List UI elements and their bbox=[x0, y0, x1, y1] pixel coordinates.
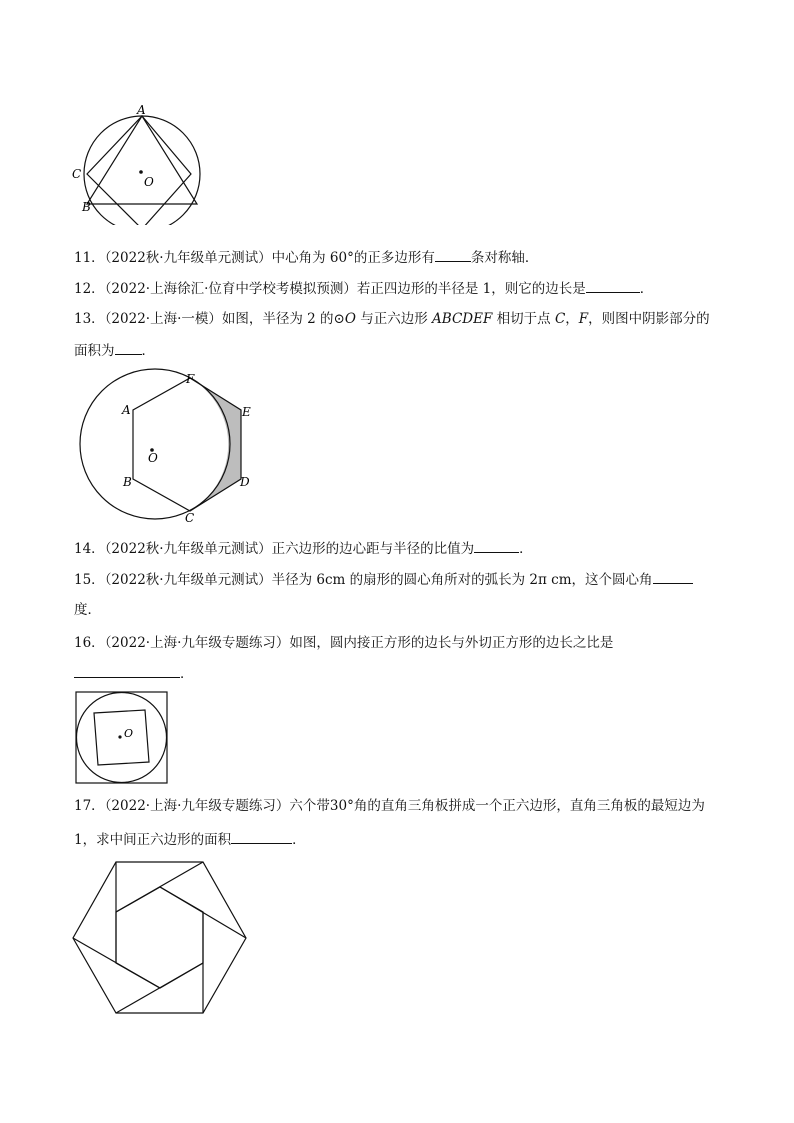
question-text: 1，求中间正六边形的面积 bbox=[74, 832, 232, 848]
figure-inscribed-square-triangle bbox=[60, 100, 240, 225]
shaded-region bbox=[190, 378, 241, 511]
question-13 bbox=[74, 310, 710, 328]
answer-blank[interactable] bbox=[653, 570, 693, 584]
question-15 bbox=[74, 570, 693, 589]
question-text-b: 与正六边形 bbox=[355, 311, 433, 327]
italic-F: F bbox=[578, 311, 589, 327]
hexagon-outline bbox=[133, 378, 241, 511]
question-text-end: ． bbox=[639, 281, 654, 297]
question-text-c: 相切于点 bbox=[492, 311, 555, 327]
figure-circle-hexagon bbox=[70, 368, 270, 528]
question-13-line2 bbox=[74, 341, 155, 360]
question-14 bbox=[74, 539, 533, 558]
question-number: 11． bbox=[74, 250, 105, 266]
label-B: B bbox=[123, 475, 132, 489]
center-point bbox=[139, 170, 143, 174]
outer-hexagon bbox=[73, 862, 246, 1013]
question-text: 六个带30°角的直角三角板拼成一个正六边形，直角三角板的最短边为 bbox=[289, 798, 705, 814]
answer-blank[interactable] bbox=[115, 341, 142, 355]
answer-blank[interactable] bbox=[474, 539, 519, 553]
question-text: 中心角为 60°的正多边形有 bbox=[271, 250, 435, 266]
question-text: 正六边形的边心距与半径的比值为 bbox=[271, 541, 475, 557]
label-F: F bbox=[186, 372, 195, 386]
question-text-e: ，则图中阴影部分的 bbox=[588, 311, 710, 327]
figure-hexagon-triangles bbox=[68, 858, 252, 1018]
question-text: 半径为 6cm 的扇形的圆心角所对的弧长为 2π cm，这个圆心角 bbox=[271, 572, 653, 588]
question-text-d: ， bbox=[565, 311, 579, 327]
italic-O: O bbox=[344, 311, 356, 327]
question-17-line2 bbox=[74, 830, 306, 849]
label-O: O bbox=[124, 727, 134, 740]
question-number: 15． bbox=[74, 572, 105, 588]
circle-outline bbox=[84, 116, 200, 225]
figure-squares-circle bbox=[72, 690, 172, 788]
question-source: （2022秋·九年级单元测试） bbox=[104, 250, 272, 266]
question-source: （2022·上海徐汇·位育中学校考模拟预测） bbox=[104, 281, 357, 297]
question-text-end: ． bbox=[180, 666, 194, 682]
question-text: 如图，半径为 2 的⊙ bbox=[221, 311, 345, 327]
label-C: C bbox=[72, 167, 82, 181]
answer-blank[interactable] bbox=[231, 830, 292, 844]
inner-hexagon bbox=[116, 887, 203, 988]
question-number: 12． bbox=[74, 281, 105, 297]
question-12 bbox=[74, 279, 653, 298]
question-text-end: ． bbox=[519, 541, 533, 557]
question-source: （2022秋·九年级单元测试） bbox=[104, 572, 272, 588]
question-text-end: ． bbox=[292, 832, 306, 848]
question-text-end: ． bbox=[141, 343, 155, 359]
question-16 bbox=[74, 634, 613, 652]
question-11 bbox=[74, 248, 538, 267]
question-text: 度． bbox=[74, 602, 101, 618]
label-D: D bbox=[240, 475, 250, 489]
label-A: A bbox=[122, 403, 131, 417]
question-number: 13． bbox=[74, 311, 105, 327]
question-15-line2 bbox=[74, 601, 101, 619]
italic-C: C bbox=[554, 311, 566, 327]
triangle-dividers bbox=[73, 862, 246, 1013]
question-text-end: 条对称轴． bbox=[470, 250, 539, 266]
label-O: O bbox=[148, 451, 158, 465]
question-text: 若正四边形的半径是 1，则它的边长是 bbox=[356, 281, 586, 297]
label-C: C bbox=[185, 511, 195, 525]
question-source: （2022·上海·一模） bbox=[104, 311, 222, 327]
question-source: （2022·上海·九年级专题练习） bbox=[104, 635, 290, 651]
question-number: 16． bbox=[74, 635, 105, 651]
label-A: A bbox=[137, 103, 146, 117]
question-number: 17． bbox=[74, 798, 105, 814]
question-number: 14． bbox=[74, 541, 105, 557]
center-point bbox=[118, 735, 121, 738]
question-source: （2022秋·九年级单元测试） bbox=[104, 541, 272, 557]
label-B: B bbox=[82, 200, 91, 214]
italic-hexagon-name: ABCDEF bbox=[432, 311, 493, 327]
answer-blank[interactable] bbox=[586, 279, 640, 293]
question-text: 面积为 bbox=[74, 343, 115, 359]
question-source: （2022·上海·九年级专题练习） bbox=[104, 798, 290, 814]
answer-blank[interactable] bbox=[435, 248, 471, 262]
question-17 bbox=[74, 797, 705, 815]
answer-blank[interactable] bbox=[74, 664, 180, 678]
label-O: O bbox=[144, 175, 154, 189]
question-16-line2 bbox=[74, 664, 194, 683]
label-E: E bbox=[242, 405, 251, 419]
question-text: 如图，圆内接正方形的边长与外切正方形的边长之比是 bbox=[289, 635, 614, 651]
